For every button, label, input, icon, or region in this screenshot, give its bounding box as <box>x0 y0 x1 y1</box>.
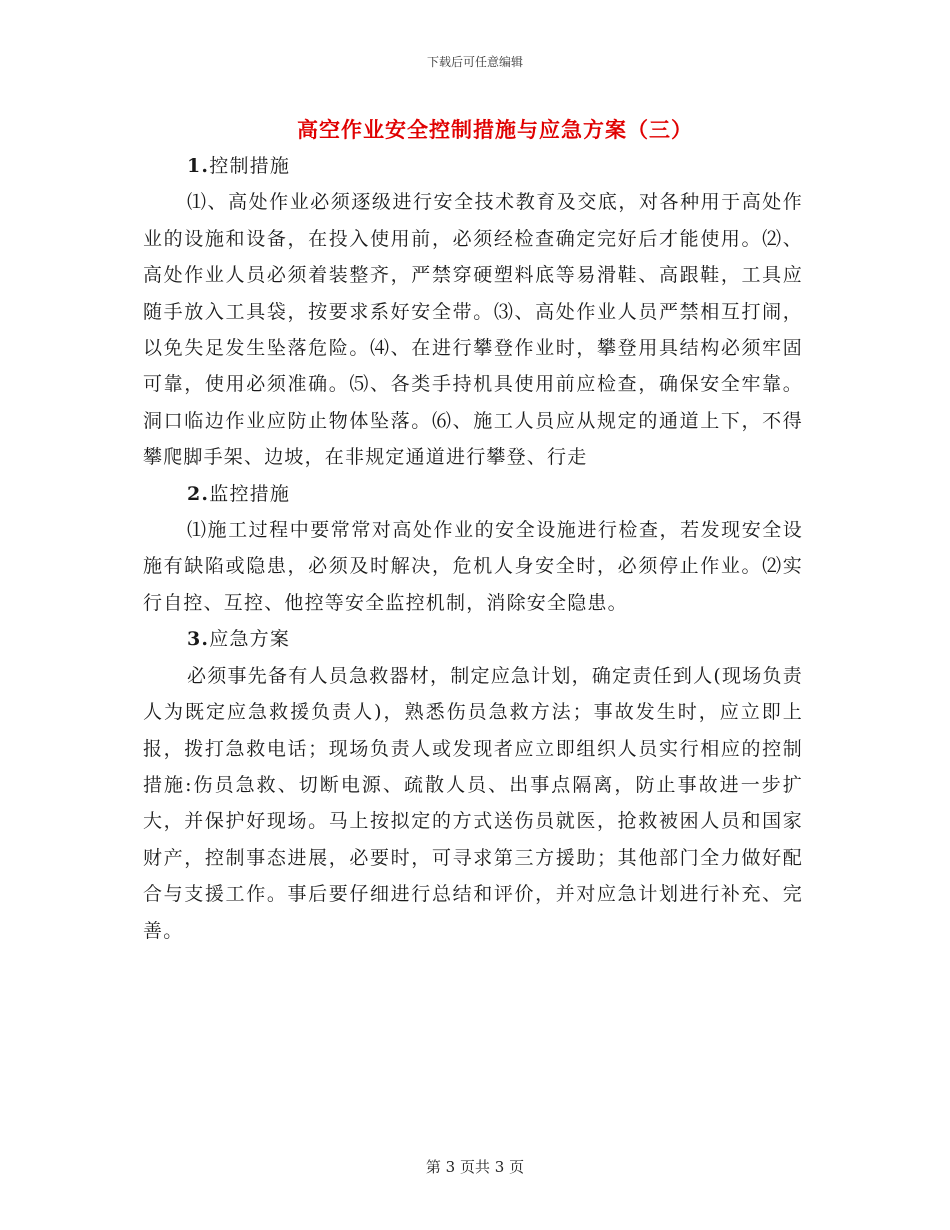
section-heading <box>143 148 803 184</box>
section-number: 3. <box>187 628 210 651</box>
section-heading <box>143 621 803 657</box>
section-control-measures <box>143 148 803 476</box>
section-number: 1. <box>187 155 210 177</box>
section-paragraph: ⑴、高处作业必须逐级进行安全技术教育及交底，对各种用于高处作业的设施和设备，在投入使用前，必须经检查确定完好后才能使用。⑵、高处作业人员必须着装整齐，严禁穿硬塑料底等易滑鞋、高跟鞋，工具应随手放入工具袋，按要求系好安全带。⑶、高处作业人员严禁相互打闹，以免失足发生坠落危险。⑷、在进行攀登作业时，攀登用具结构必须牢固可靠，使用必须准确。⑸、各类手持机具使用前应检查，确保安全牢靠。洞口临边作业应防止物体坠落。⑹、施工人员应从规定的通道上下，不得攀爬脚手架、边坡，在非规定通道进行攀登、行走 <box>143 191 803 469</box>
document-title: 高空作业安全控制措施与应急方案（三） <box>297 117 693 142</box>
section-number: 2. <box>187 482 210 505</box>
section-heading-text: 监控措施 <box>209 482 291 505</box>
document-body <box>143 148 803 949</box>
page-number-footer: 第 3 页共 3 页 <box>425 1158 525 1176</box>
section-paragraph: 必须事先备有人员急救器材，制定应急计划，确定责任到人(现场负责人为既定应急救援负责人)，熟悉伤员急救方法；事故发生时，应立即上报，拨打急救电话；现场负责人或发现者应立即组织人员实行相应的控制措施:伤员急救、切断电源、疏散人员、出事点隔离，防止事故进一步扩大，并保护好现场。马上按拟定的方式送伤员就医，抢救被困人员和国家财产，控制事态进展，必要时，可寻求第三方援助；其他部门全力做好配合与支援工作。事后要仔细进行总结和评价，并对应急计划进行补充、完善。 <box>143 664 803 942</box>
section-heading-text: 控制措施 <box>209 155 291 177</box>
section-heading <box>143 476 803 512</box>
section-heading-text: 应急方案 <box>209 628 291 651</box>
section-emergency-plan <box>143 621 803 949</box>
section-monitoring-measures <box>143 476 803 622</box>
section-paragraph: ⑴施工过程中要常常对高处作业的安全设施进行检查，若发现安全设施有缺陷或隐患，必须及时解决，危机人身安全时，必须停止作业。⑵实行自控、互控、他控等安全监控机制，消除安全隐患。 <box>143 519 803 614</box>
page-header-note: 下载后可任意编辑 <box>426 55 523 69</box>
